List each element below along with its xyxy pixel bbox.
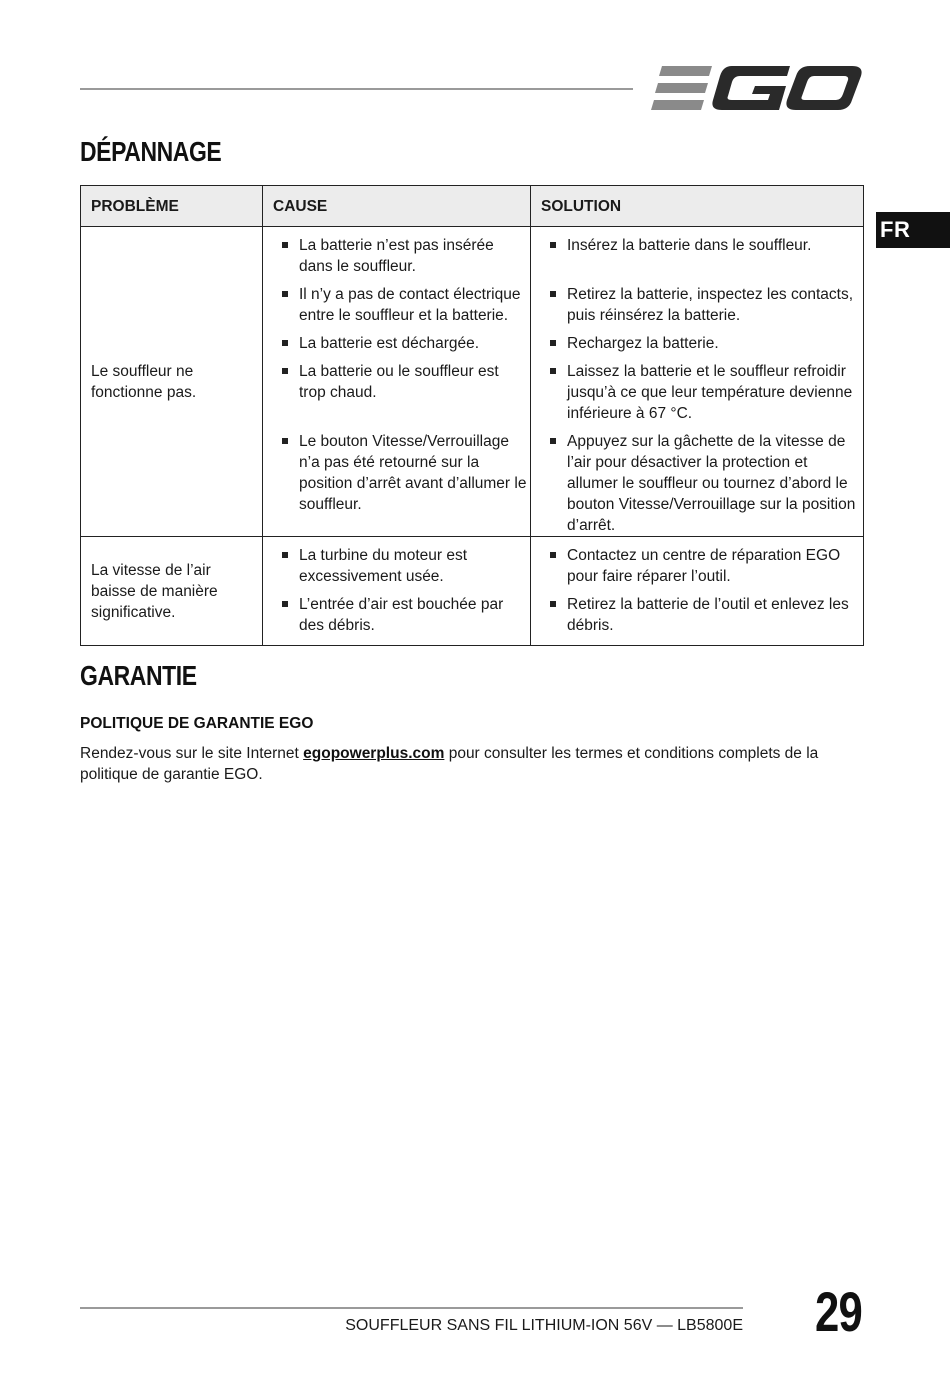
- list-item: Il n’y a pas de contact électrique entre le souffleur et la batterie.: [279, 284, 528, 326]
- egopowerplus-link[interactable]: egopowerplus.com: [303, 745, 445, 762]
- warranty-text-after: pour consulter les termes et conditions complets de la politique de garantie EGO.: [80, 745, 819, 783]
- solution-cell: [531, 227, 864, 537]
- list-item: Rechargez la batterie.: [547, 333, 861, 354]
- list-item: Le bouton Vitesse/Verrouillage n’a pas été retourné sur la position d’arrêt avant d’allumer le souffleur.: [279, 431, 528, 515]
- warranty-paragraph: [80, 743, 865, 785]
- list-item: La turbine du moteur est excessivement usée.: [279, 545, 528, 587]
- troubleshooting-table: [80, 185, 864, 646]
- list-item: Laissez la batterie et le souffleur refroidir jusqu’à ce que leur température devienne inférieure à 67 °C.: [547, 361, 861, 424]
- page-number: 29: [815, 1280, 863, 1343]
- column-header-solution: SOLUTION: [531, 186, 864, 227]
- header-rule: [80, 88, 633, 90]
- problem-cell: Le souffleur ne fonctionne pas.: [81, 227, 263, 537]
- list-item: Retirez la batterie, inspectez les contacts, puis réinsérez la batterie.: [547, 284, 861, 326]
- list-item: Contactez un centre de réparation EGO pour faire réparer l’outil.: [547, 545, 861, 587]
- list-item: La batterie ou le souffleur est trop chaud.: [279, 361, 528, 403]
- table-row: [81, 227, 864, 537]
- problem-cell: La vitesse de l’air baisse de manière significative.: [81, 537, 263, 646]
- solution-cell: [531, 537, 864, 646]
- list-item: La batterie n’est pas insérée dans le souffleur.: [279, 235, 528, 277]
- language-tab: FR: [876, 212, 950, 248]
- column-header-problem: PROBLÈME: [81, 186, 263, 227]
- list-item: Retirez la batterie de l’outil et enlevez les débris.: [547, 594, 861, 636]
- table-header-row: [81, 186, 864, 227]
- list-item: La batterie est déchargée.: [279, 333, 528, 354]
- warranty-subtitle: POLITIQUE DE GARANTIE EGO: [80, 715, 314, 732]
- warranty-text-before: Rendez-vous sur le site Internet: [80, 745, 304, 762]
- list-item: Insérez la batterie dans le souffleur.: [547, 235, 861, 256]
- ego-logo: [650, 62, 862, 114]
- table-row: [81, 537, 864, 646]
- warranty-title: GARANTIE: [80, 660, 197, 691]
- cause-cell: [263, 227, 531, 537]
- list-item: L’entrée d’air est bouchée par des débris.: [279, 594, 528, 636]
- footer-product-title: SOUFFLEUR SANS FIL LITHIUM-ION 56V — LB5800E: [345, 1317, 743, 1334]
- footer-rule: [80, 1307, 743, 1309]
- list-item: Appuyez sur la gâchette de la vitesse de l’air pour désactiver la protection et allumer le souffleur ou tournez d’abord le bouton Vitesse/Verrouillage sur la position d’arrêt.: [547, 431, 861, 536]
- column-header-cause: CAUSE: [263, 186, 531, 227]
- cause-cell: [263, 537, 531, 646]
- troubleshooting-title: DÉPANNAGE: [80, 136, 222, 167]
